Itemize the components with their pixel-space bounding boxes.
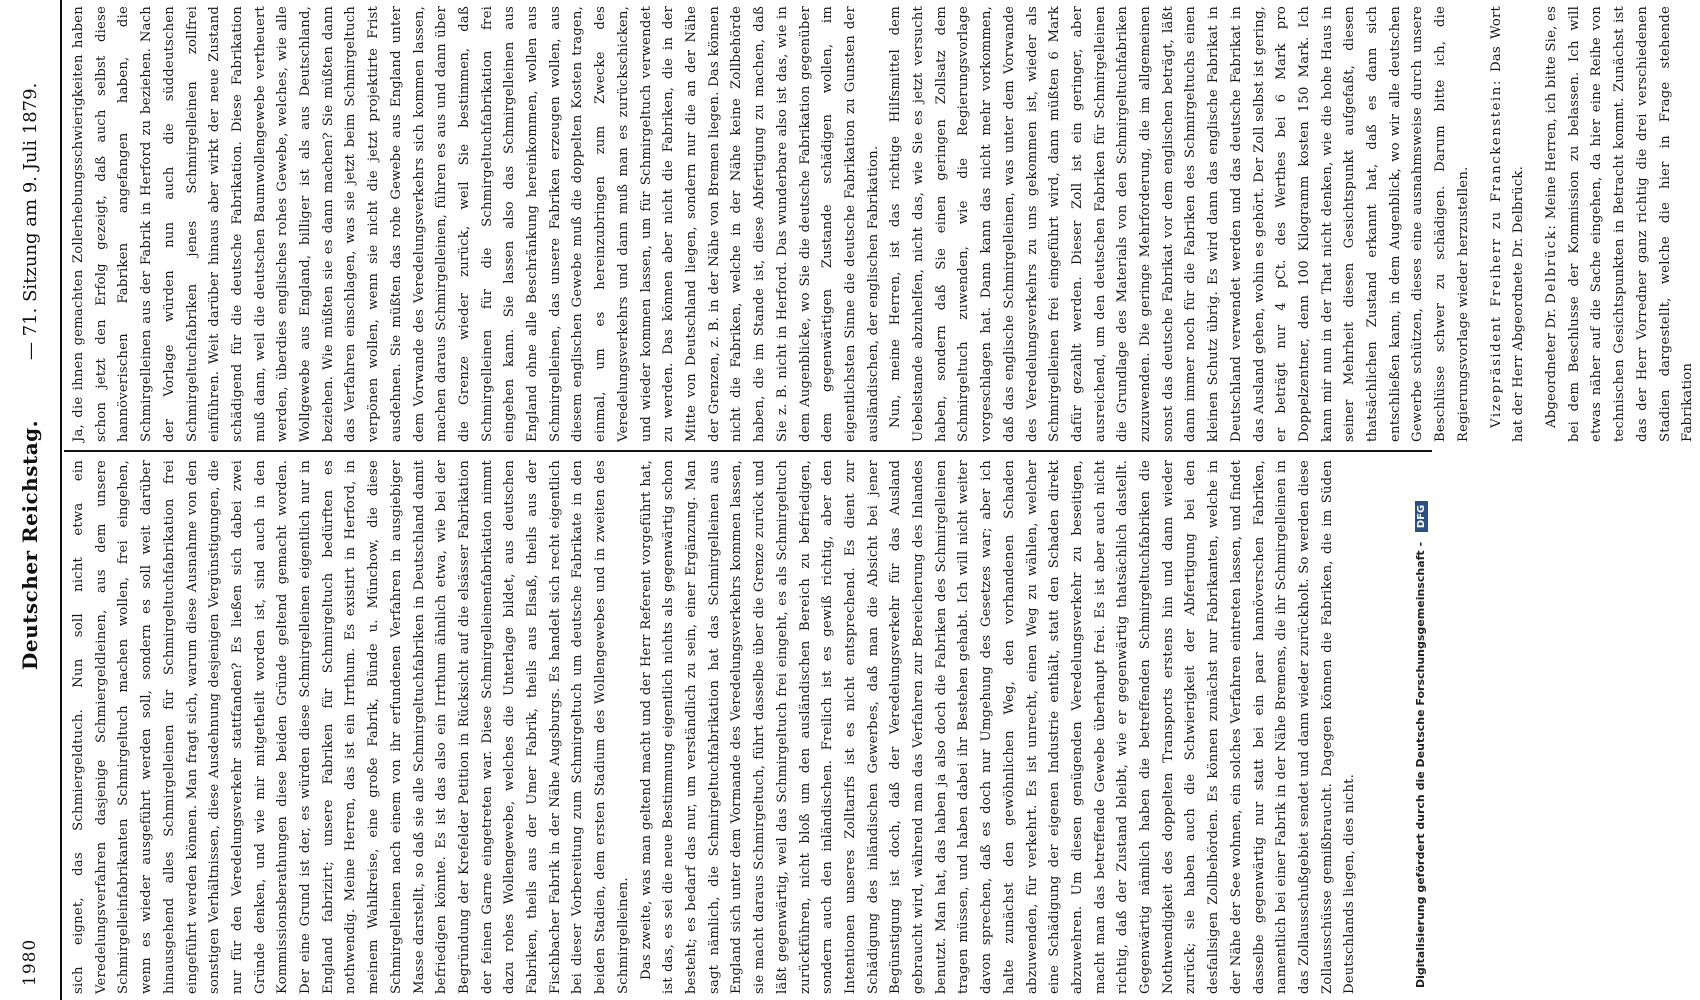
- session-line: — 71. Sitzung am 9. Juli 1879.: [20, 82, 41, 360]
- speech-delbrueck: [1541, 6, 1700, 442]
- paragraph: Nun, meine Herren, ist das richtige Hilfsmittel dem Uebelstande abzuhelfen, nicht das, wie Sie es jetzt versucht haben, sondern daß Sie einen geringen Zollsatz dem Schmirgeltuch zuwenden, wie die Regierungsvorlage vorgeschlagen hat. Dann kann das nicht mehr vorkommen, daß das englische Schmirgelleinen, was unter dem Vorwande des Veredelungsverkehrs zu uns gekommen ist, wieder als Schmirgelleinen frei eingeführt wird, dann müßten 6 Mark dafür gezahlt werden. Dieser Zoll ist ein geringer, aber ausreichend, um den deutschen Fabriken für Schmirgelleinen die Grundlage des Materials von den Schmirgeltuchfabriken zuzuwenden. Die geringe Mehrforderung, die im allgemeinen sonst das deutsche Fabrikat vor dem englischen beträgt, läßt dann immer noch für die Fabriken des Schmirgeltuchs einen kleinen Schutz übrig. Es wird dann das englische Fabrikat in Deutschland verwendet werden und das deutsche Fabrikat in das Ausland gehen, wohin es gehört. Der Zoll selbst ist gering, er beträgt nur 4 pCt. des Werthes bei 6 Mark pro Doppelzentner, denn 100 Kilogramm kosten 150 Mark. Ich kann mir nun in der That nicht denken, wie die hohe Haus in seiner Mehrheit diesen Gesichtspunkt aufgefaßt, diesen thatsächlichen Zustand erkannt hat, daß es dann sich entschließen kann, in dem Augenblick, wo wir alle deutschen Gewerbe schützen, dieses eine ausnahmsweise durch unsere Beschlüsse schwer zu schädigen. Darum bitte ich, die Regierungsvorlage wieder herzustellen.: [888, 6, 1471, 442]
- digitization-note-text: Digitalisierung gefördert durch die Deutsche Forschungsgemeinschaft -: [1414, 541, 1427, 988]
- page-header: [0, 0, 64, 1000]
- header-rule: [60, 0, 62, 1000]
- paragraph: Ja, die ihnen gemachten Zollerhebungsschwierigkeiten haben schon jetzt den Erfolg gezeigt, daß auch selbst diese hannöverischen Fabriken angefangen haben, die Schmirgelleinen aus der Fabrik in Herford zu beziehen. Nach der Vorlage würden nun auch die süddeutschen Schmirgeltuchfabriken jenes Schmirgelleinen zollfrei einführen. Weit darüber hinaus aber wirkt der neue Zustand schädigend für die deutsche Fabrikation. Diese Fabrikation muß dann, weil die deutschen Baumwollengewebe vertheuert werden, überdies englisches rohes Gewebe, welches, wie alle Wollgewebe aus England, billiger ist als aus Deutschland, beziehen. Wie müßten sie es dann machen? Sie müßten dann das Verfahren einschlagen, was sie jetzt beim Schmirgeltuch verpönen wollen, wenn sie nicht die jetzt projektirte Frist ausdehnen. Sie müßten das rohe Gewebe aus England unter dem Vorwande des Veredelungsverkehrs sich kommen lassen, machen daraus Schmirgelleinen, führen es aus und dann über die Grenze wieder zurück, weil Sie bestimmen, daß Schmirgelleinen für die Schmirgeltuchfabrikation frei eingehen kann. Sie lassen also das Schmirgelleinen aus England ohne alle Beschränkung hereinkommen, wollen aus Schmirgelleinen, das unsere Fabriken erzeugen wollen, aus diesem englischen Gewebe muß die doppelten Kosten tragen, einmal, um es hereinzubringen zum Zwecke des Veredelungsverkehrs und dann muß man es zurückschicken, und wieder kommen lassen, um für Schmirgeltuch verwendet zu werden. Das können aber nicht die Fabriken, die in der Mitte von Deutschland liegen, sondern nur die an der Nähe der Grenzen, z. B. in der Nähe von Bremen liegen. Das können nicht die Fabriken, welche in der Nähe keine Zollbehörde haben, die im Stande ist, diese Abfertigung zu machen, daß Sie z. B. nicht in Herford. Das wunderbare also ist das, wie in dem Augenblicke, wo Sie die deutsche Fabrikation gegenüber dem gegenwärtigen Zustande schädigen wollen, im eigentlichsten Sinne die deutsche Fabrikation zu Gunsten der ausländischen, der englischen Fabrikation.: [71, 6, 881, 442]
- column-left: [68, 460, 1432, 994]
- speaker-intro: Abgeordneter Dr.: [1544, 308, 1559, 428]
- dfg-logo: DFG: [1415, 501, 1428, 532]
- column-divider: [64, 450, 1432, 452]
- column-right: [68, 6, 1696, 442]
- speaker-label: Vizepräsident Freiherr zu Franckenstein:: [1488, 79, 1504, 428]
- paragraph: sich eignet, das Schmiergeldtuch. Nun soll nicht etwa ein Veredelungsverfahren dasjenige Schmiergeldleinen, aus dem unsere Schmirgelleinfabrikanten Schmirgeltuch machen wollen, frei eingehen, wenn es wieder ausgeführt werden soll, sondern es soll weit darüber hinausgehend alles Schmirgelleinen für Schmirgeltuchfabrikation frei eingeführt werden können. Man fragt sich, warum diese Ausnahme von den sonstigen Verhältnissen, diese Ausdehnung desjenigen Vergünstigungen, die nur für den Veredelungsverkehr stattfanden? Es ließen sich dabei zwei Gründe denken, und wie mir mitgetheilt worden ist, sind auch in den Kommissionsberathungen diese beiden Gründe geltend gemacht worden. Der eine Grund ist der, es würden diese Schmirgelleinen eigentlich nur in England fabrizirt; unsere Fabriken für Schmirgeltuch bedürften es nothwendig. Meine Herren, das ist ein Irrthum. Es existirt in Herford, in meinem Wahlkreise, eine große Fabrik, Bünde u. Münchow, die diese Schmirgelleinen nach einem von ihr erfundenen Verfahren in ausgiebiger Masse darstellt, so daß sie alle Schmirgeltuchfabriken in Deutschland damit befriedigen könnte. Es ist das also ein Irrthum ähnlich etwa, wie bei der Begründung der Krefelder Petition in Rücksicht auf die elsässer Fabrikation der feinen Garne eingetreten war. Diese Schmirgelleinenfabrikation nimmt dazu rohes Wollengewebe, welches die Unterlage bildet, aus deutschen Fabriken, theils aus der Umer Fabrik, theils aus Elsaß, theils aus der Fischbacher Fabrik in der Nähe Augsburgs. Es handelt sich recht eigentlich bei dieser Vorbereitung zum Schmirgeltuch um deutsche Fabrikate in den beiden Stadien, dem ersten Stadium des Wollengewebes und in zweiten des Schmirgelleinen.: [71, 460, 631, 994]
- speaker-name: Delbrück:: [1544, 223, 1559, 304]
- digitization-note: [1410, 0, 1432, 1000]
- paragraph: Das zweite, was man geltend macht und der Herr Referent vorgeführt hat, ist das, es sei die neue Bestimmung eigentlich nichts als gegenwärtig schon besteht; es bedarf das nur, um verständlich zu sein, einer Ergänzung. Man sagt nämlich, die Schmirgeltuchfabrikation hat das Schmirgelleinen aus England sich unter dem Vormande des Veredelungsverkehrs kommen lassen, sie macht daraus Schmirgeltuch, führt dasselbe über die Grenze zurück und läßt gegenwärtig, weil das Schmirgeltuch frei eingeht, es als Schmirgeltuch zurückführen, nicht bloß um den ausländischen Bereich zu befriedigen, sondern auch den inländischen. Freilich ist es gewiß richtig, aber den Intentionen unseres Zolltarifs ist es nicht entsprechend. Es dient zur Schädigung des inländischen Gewerbes, daß man die Absicht bei jener Begünstigung ist doch, daß der Veredelungsverkehr für das Ausland gebraucht wird, während man das Verfahren zur Bereicherung des Inlandes benutzt. Man hat, das haben ja also doch die Fabriken des Schmirgelleinen tragen müssen, und haben dabei ihr Bestehen gehabt. Ich will nicht weiter davon sprechen, daß es doch nur Umgehung des Gesetzes war; aber ich halte zunächst den gewöhnlichen Weg, den vorhandenen Schaden abzuwenden, für verkehrt. Es ist unrecht, einen Weg zu wählen, welcher eine Schädigung der eigenen Industrie enthält, statt den Schaden direkt abzuwehren. Um diesen genügenden Veredelungsverkehr zu beseitigen, macht man das betreffende Gewebe überhaupt frei. Es ist aber auch nicht richtig, daß der Zustand bleibt, wie er gegenwärtig thatsächlich dastellt. Gegenwärtig nämlich haben die betreffenden Schmirgeltuchfabriken die Nothwendigkeit des doppelten Transports erstens hin und dann wieder zurück; sie haben auch die Schwierigkeit der Abfertigung bei den desfallsigen Zollbehörden. Es können zunächst nur Fabrikanten, welche in der Nähe der See wohnen, ein solches Verfahren eintreten lassen, und findet dasselbe gegenwärtig nur statt bei ein paar hannöverschen Fabriken, namentlich bei einer Fabrik in der Nähe Bremens, die ihr Schmirgelleinen in das Zollausschußgebiet sendet und dann wieder zurückholt. So werden diese Zollausschüsse gemißbraucht. Dagegen können die Fabriken, die im Süden Deutschlands liegen, dies nicht.: [638, 460, 1358, 994]
- speech-text: Meine Herren, ich bitte Sie, es bei dem Beschlusse der Kommission zu belassen. Ich will etwas näher auf die Sache eingehen, da hier eine Reihe von technischen Gesichtspunkten in Betracht kommt. Zunächst ist das der Herr Vorredner ganz richtig die drei verschiedenen Stadien dargestellt, welche die hier in Frage stehende Fabrikation: [1544, 6, 1696, 442]
- page-title: Deutscher Reichstag.: [18, 419, 42, 670]
- president-announcement: [1486, 6, 1531, 442]
- announcement-text: Das Wort hat der Herr Abgeordnete Dr. Delbrück.: [1488, 6, 1527, 442]
- page-number: 1980: [20, 938, 40, 986]
